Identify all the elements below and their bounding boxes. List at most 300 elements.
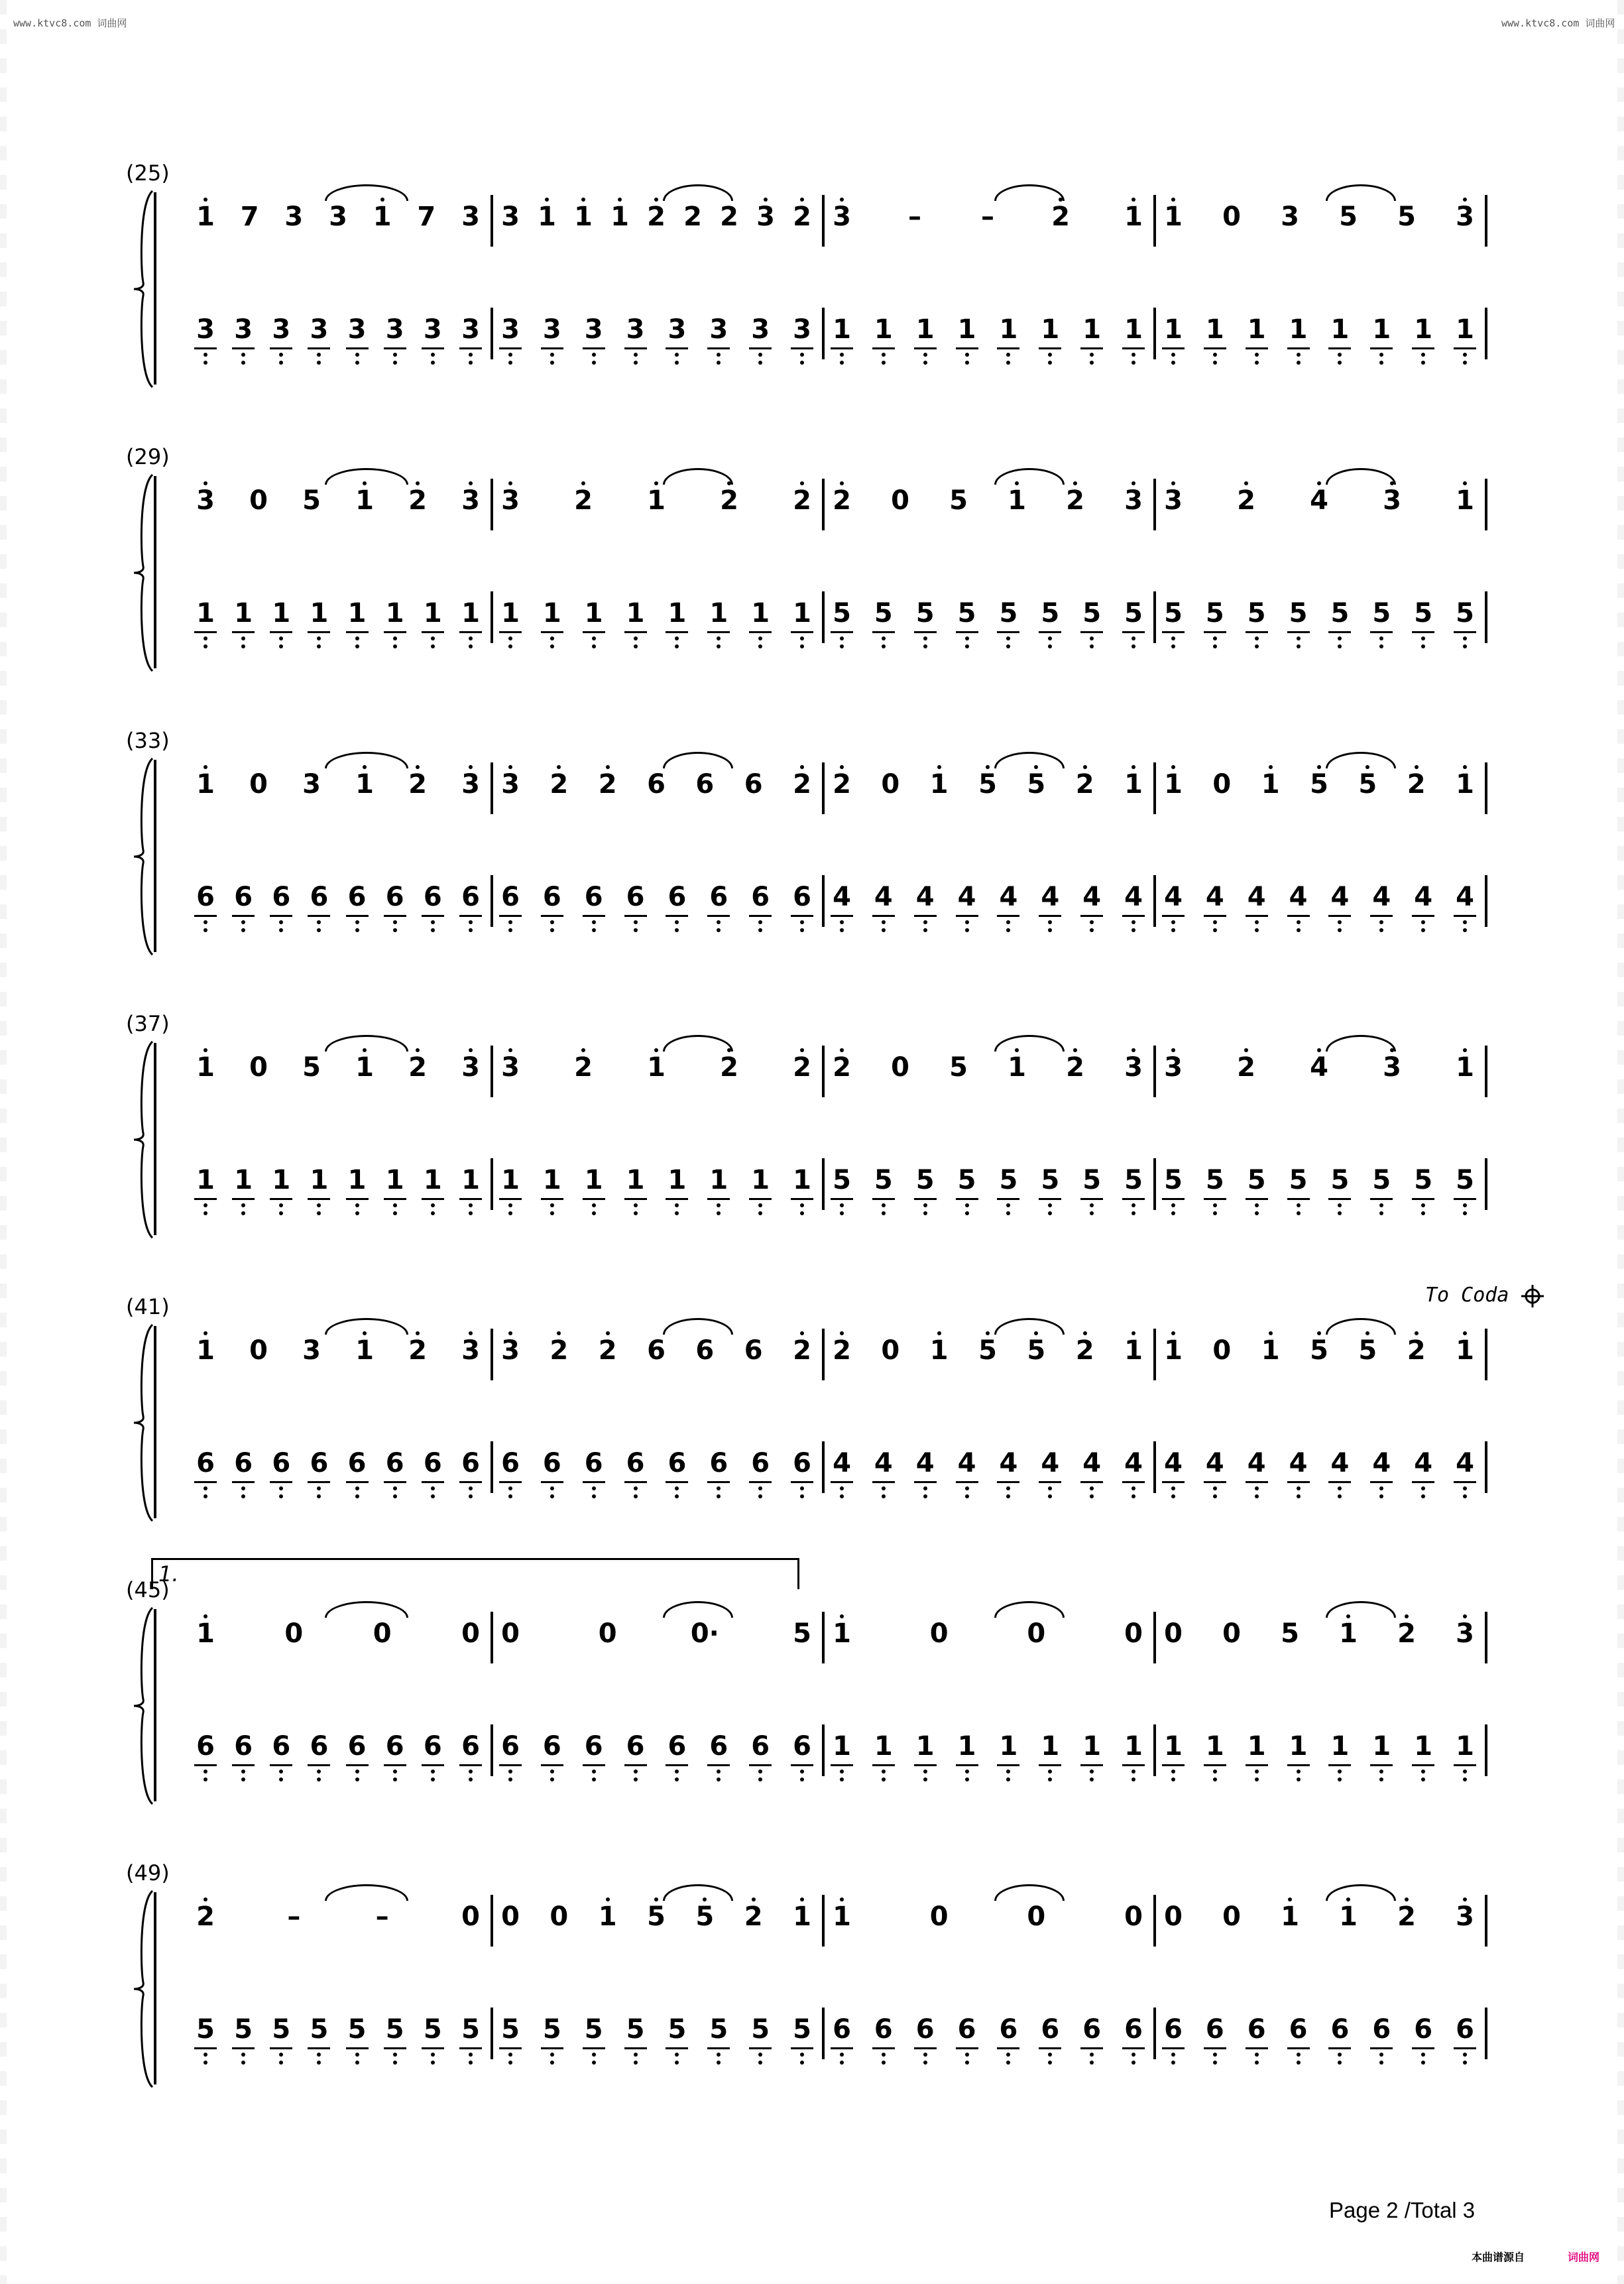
octave-dot [1338,636,1342,640]
barline [491,1895,493,1947]
octave-dot [279,928,283,932]
upper-note: 1 [1448,1334,1481,1367]
octave-dot [634,361,638,365]
octave-dot [965,1211,969,1215]
upper-note: 1 [1000,484,1033,517]
octave-dot [1048,1211,1052,1215]
octave-dot [1288,1897,1292,1901]
lower-note: 1 [825,1730,858,1763]
upper-note: 2 [1390,1900,1423,1933]
octave-dot [279,1211,283,1215]
octave-dot [508,353,512,357]
octave-dot [508,928,512,932]
eighth-underline [997,2047,1019,2049]
eighth-underline [1412,1481,1434,1483]
eighth-underline [583,631,605,633]
octave-dot [592,1203,596,1207]
octave-dot [1379,2061,1383,2065]
octave-dot [203,2061,207,2065]
lower-note: 1 [1365,1730,1398,1763]
barline [822,2008,825,2059]
lower-note: 1 [189,597,222,630]
lower-note: 4 [825,880,858,914]
eighth-underline [831,347,853,349]
eighth-underline [1412,347,1434,349]
eighth-underline [384,1198,406,1200]
octave-dot [1255,1770,1259,1773]
octave-dot [508,1203,512,1207]
barline [1485,1612,1487,1663]
lower-note: 4 [867,880,900,914]
upper-note: 1 [1117,1334,1150,1367]
upper-note: 6 [744,769,763,800]
lower-note: 1 [867,313,900,346]
lower-note: 6 [341,880,374,914]
octave-dot [654,481,658,485]
lower-note: 3 [619,313,652,346]
octave-dot [1171,1331,1175,1335]
lower-note: 1 [744,597,777,630]
lower-note: 5 [1365,1164,1398,1197]
lower-note: 1 [1240,1730,1273,1763]
to-coda-label: To Coda [1425,1284,1509,1307]
octave-dot [1421,636,1425,640]
eighth-underline [1287,631,1310,633]
measure-number: (41) [126,1294,170,1319]
lower-note: 1 [1033,313,1067,346]
upper-note: 0 [1222,202,1241,232]
eighth-underline [624,1481,647,1483]
lower-note: 1 [378,1164,412,1197]
lower-note: 5 [378,2013,412,2046]
lower-note: 4 [1323,880,1356,914]
octave-dot [923,2061,927,2065]
upper-note: 2 [713,1051,746,1084]
octave-dot [508,1048,512,1052]
barline [1153,1895,1156,1947]
octave-dot [203,636,207,640]
lower-note: 6 [1075,2013,1108,2046]
octave-dot [800,1770,804,1773]
upper-note: 6 [744,1335,763,1366]
octave-dot [431,1203,435,1207]
eighth-underline [1287,1764,1310,1766]
octave-dot [508,1486,512,1490]
octave-dot [1255,1203,1259,1207]
lower-note: 5 [744,2013,777,2046]
octave-dot [279,353,283,357]
octave-dot [1048,353,1052,357]
eighth-underline [1370,1198,1393,1200]
octave-dot [634,1211,638,1215]
octave-dot [717,1770,721,1773]
octave-dot [1421,1486,1425,1490]
barline [822,1895,825,1947]
lower-note: 5 [1157,1164,1190,1197]
barline [822,762,825,814]
lower-note: 3 [227,313,260,346]
octave-dot [592,644,596,648]
octave-dot [965,644,969,648]
lower-note: 3 [264,313,298,346]
octave-dot [203,765,207,769]
eighth-underline [1204,1198,1226,1200]
eighth-underline [914,2047,937,2049]
eighth-underline [232,915,255,917]
octave-dot [1297,353,1301,357]
lower-note: 1 [341,1164,374,1197]
octave-dot [508,1494,512,1498]
source-stamp-logo: 词曲网 [1568,2251,1600,2263]
octave-dot [592,2061,596,2065]
octave-dot [508,1331,512,1335]
octave-dot [1421,1494,1425,1498]
lower-note: 1 [1323,313,1356,346]
octave-dot [800,353,804,357]
octave-dot [241,2061,245,2065]
octave-dot [758,1486,762,1490]
eighth-underline [194,1198,217,1200]
eighth-underline [997,1481,1019,1483]
eighth-underline [499,1198,522,1200]
lower-note: 6 [454,1447,487,1480]
lower-note: 1 [1407,313,1440,346]
barline [491,195,493,247]
octave-dot [203,198,207,202]
octave-dot [923,361,927,365]
lower-note: 1 [992,313,1025,346]
eighth-underline [1328,1764,1351,1766]
upper-note: 4 [1303,1051,1336,1084]
barline [491,1329,493,1380]
octave-dot [1297,928,1301,932]
octave-dot [469,1486,473,1490]
octave-dot [508,361,512,365]
eighth-underline [914,1764,937,1766]
lower-note: 6 [536,1447,569,1480]
octave-dot [355,1777,359,1781]
octave-dot [550,644,554,648]
octave-dot [1090,1777,1094,1781]
octave-dot [965,353,969,357]
octave-dot [937,765,941,769]
eighth-underline [1246,1198,1268,1200]
octave-dot [1083,765,1087,769]
eighth-underline [308,1481,330,1483]
octave-dot [882,2061,886,2065]
upper-note: 5 [949,485,968,516]
eighth-underline [346,1764,369,1766]
lower-note: 6 [619,1730,652,1763]
lower-note: 6 [785,1447,819,1480]
octave-dot [469,920,473,924]
octave-dot [965,1203,969,1207]
octave-dot [882,928,886,932]
octave-dot [965,1494,969,1498]
octave-dot [1338,1770,1342,1773]
lower-note: 1 [744,1164,777,1197]
octave-dot [592,361,596,365]
octave-dot [592,1494,596,1498]
octave-dot [1073,1048,1077,1052]
eighth-underline [1122,1764,1145,1766]
octave-dot [545,198,549,202]
upper-note: 2 [785,484,819,517]
upper-note: 3 [1375,484,1409,517]
octave-dot [758,644,762,648]
lower-note: 4 [1075,880,1108,914]
lower-note: 4 [1198,1447,1232,1480]
octave-dot [758,1770,762,1773]
eighth-underline [624,347,647,349]
lower-note: 4 [1323,1447,1356,1480]
lower-note: 1 [1033,1730,1067,1763]
upper-note: 3 [1375,1051,1409,1084]
barline [822,1158,825,1210]
eighth-underline [666,2047,688,2049]
eighth-underline [1039,347,1061,349]
eighth-underline [997,915,1019,917]
octave-dot [1213,1777,1217,1781]
upper-note: 1 [1332,1617,1365,1650]
upper-note: 1 [785,1900,819,1933]
octave-dot [634,353,638,357]
octave-dot [317,2061,321,2065]
lower-voice-row [119,583,1511,643]
octave-dot [1255,2061,1259,2065]
octave-dot [416,481,420,485]
octave-dot [1244,481,1248,485]
octave-dot [1006,1770,1010,1773]
eighth-underline [499,915,522,917]
upper-note: 1 [366,200,399,233]
lower-note: 3 [702,313,735,346]
octave-dot [634,920,638,924]
upper-note: 0 [1124,1618,1143,1649]
octave-dot [717,1494,721,1498]
octave-dot [1171,481,1175,485]
lower-note: 4 [992,1447,1025,1480]
lower-note: 6 [378,880,412,914]
lower-note: 6 [702,880,735,914]
upper-note: 3 [461,202,480,232]
eighth-underline [1122,347,1145,349]
upper-note: 2 [713,484,746,517]
octave-dot [882,644,886,648]
octave-dot [279,1494,283,1498]
octave-dot [1090,1203,1094,1207]
upper-note: 0· [690,1618,719,1649]
lower-note: 6 [785,880,819,914]
measure-number: (33) [126,728,170,753]
octave-dot [1048,1494,1052,1498]
lower-note: 1 [951,1730,984,1763]
octave-dot [1338,353,1342,357]
lower-note: 6 [660,1730,693,1763]
octave-dot [592,353,596,357]
eighth-underline [384,631,406,633]
eighth-underline [459,915,482,917]
lower-note: 1 [264,1164,298,1197]
octave-dot [355,636,359,640]
eighth-underline [270,2047,292,2049]
eighth-underline [232,1198,255,1200]
lower-note: 1 [951,313,984,346]
lower-note: 5 [909,597,942,630]
octave-dot [1090,928,1094,932]
eighth-underline [1454,915,1476,917]
upper-note: 5 [1019,1334,1053,1367]
lower-note: 6 [1033,2013,1067,2046]
eighth-underline [707,2047,730,2049]
score-system [119,160,1511,406]
octave-dot [675,1211,679,1215]
barline [491,1158,493,1210]
page-number: Page 2 /Total 3 [1329,2198,1476,2222]
barline [1153,1329,1156,1380]
lower-note: 6 [1240,2013,1273,2046]
upper-note: 0 [501,1618,520,1649]
octave-dot [1090,353,1094,357]
octave-dot [675,1494,679,1498]
octave-dot [923,644,927,648]
eighth-underline [1162,915,1185,917]
octave-dot [717,1203,721,1207]
octave-dot [800,644,804,648]
octave-dot [1338,928,1342,932]
eighth-underline [707,915,730,917]
eighth-underline [914,915,937,917]
lower-note: 4 [951,1447,984,1480]
octave-dot [1297,2061,1301,2065]
octave-dot [1006,1494,1010,1498]
octave-dot [1006,636,1010,640]
octave-dot [317,1486,321,1490]
octave-dot [654,1048,658,1052]
octave-dot [1006,2053,1010,2057]
octave-dot [923,1211,927,1215]
octave-dot [758,928,762,932]
upper-note: 2 [785,1334,819,1367]
octave-dot [203,644,207,648]
lower-note: 6 [494,1447,527,1480]
octave-dot [1463,644,1467,648]
header-url-right: www.ktvc8.com 词曲网 [1501,17,1615,29]
barline [491,1441,493,1493]
upper-note: 3 [1157,484,1190,517]
upper-note: 2 [1390,1617,1423,1650]
octave-dot [469,1048,473,1052]
eighth-underline [1122,2047,1145,2049]
eighth-underline [956,1481,978,1483]
octave-dot [1048,2053,1052,2057]
lower-note: 6 [909,2013,942,2046]
octave-dot [1131,765,1135,769]
lower-note: 3 [454,313,487,346]
eighth-underline [872,631,895,633]
upper-note: 2 [720,202,738,232]
eighth-underline [914,347,937,349]
eighth-underline [666,1198,688,1200]
lower-note: 1 [1282,1730,1315,1763]
upper-note: 0 [249,1052,268,1083]
eighth-underline [1204,2047,1226,2049]
eighth-underline [308,347,330,349]
octave-dot [393,2061,397,2065]
octave-dot [1171,644,1175,648]
lower-note: 5 [1033,1164,1067,1197]
octave-dot [279,1486,283,1490]
octave-dot [355,1486,359,1490]
octave-dot [1297,644,1301,648]
lower-note: 5 [1282,1164,1315,1197]
octave-dot [469,1777,473,1781]
upper-note: 1 [189,200,222,233]
eighth-underline [1080,631,1103,633]
octave-dot [469,1211,473,1215]
octave-dot [717,1777,721,1781]
octave-dot [1213,928,1217,932]
octave-dot [1297,920,1301,924]
octave-dot [1379,361,1383,365]
octave-dot [923,2053,927,2057]
octave-dot [764,198,768,202]
eighth-underline [666,631,688,633]
barline [1485,2008,1487,2059]
eighth-underline [1039,2047,1061,2049]
octave-dot [1415,765,1419,769]
upper-note: 0 [1027,1618,1046,1649]
eighth-underline [872,1481,895,1483]
octave-dot [550,353,554,357]
lower-note: 4 [1033,1447,1067,1480]
octave-dot [1171,1494,1175,1498]
octave-dot [675,636,679,640]
upper-note: – [981,202,994,232]
lower-note: 6 [1407,2013,1440,2046]
octave-dot [1090,920,1094,924]
octave-dot [1213,636,1217,640]
octave-dot [1338,920,1342,924]
octave-dot [840,920,844,924]
eighth-underline [308,915,330,917]
upper-note: 5 [1303,1334,1336,1367]
eighth-underline [1328,1198,1351,1200]
eighth-underline [707,347,730,349]
octave-dot [758,1203,762,1207]
eighth-underline [914,631,937,633]
octave-dot [431,2061,435,2065]
upper-note: 6 [695,1335,715,1366]
barline [1153,1441,1156,1493]
eighth-underline [707,631,730,633]
eighth-underline [422,631,444,633]
octave-dot [800,1494,804,1498]
octave-dot [634,1494,638,1498]
upper-note: 0 [1164,1618,1183,1649]
eighth-underline [791,1481,813,1483]
octave-dot [800,1331,804,1335]
barline [1153,195,1156,247]
eighth-underline [422,1481,444,1483]
octave-dot [1131,2053,1135,2057]
lower-note: 4 [1157,880,1190,914]
eighth-underline [956,347,978,349]
upper-note: 5 [1019,768,1053,801]
octave-dot [1463,1897,1467,1901]
lower-note: 6 [227,1730,260,1763]
eighth-underline [384,1764,406,1766]
